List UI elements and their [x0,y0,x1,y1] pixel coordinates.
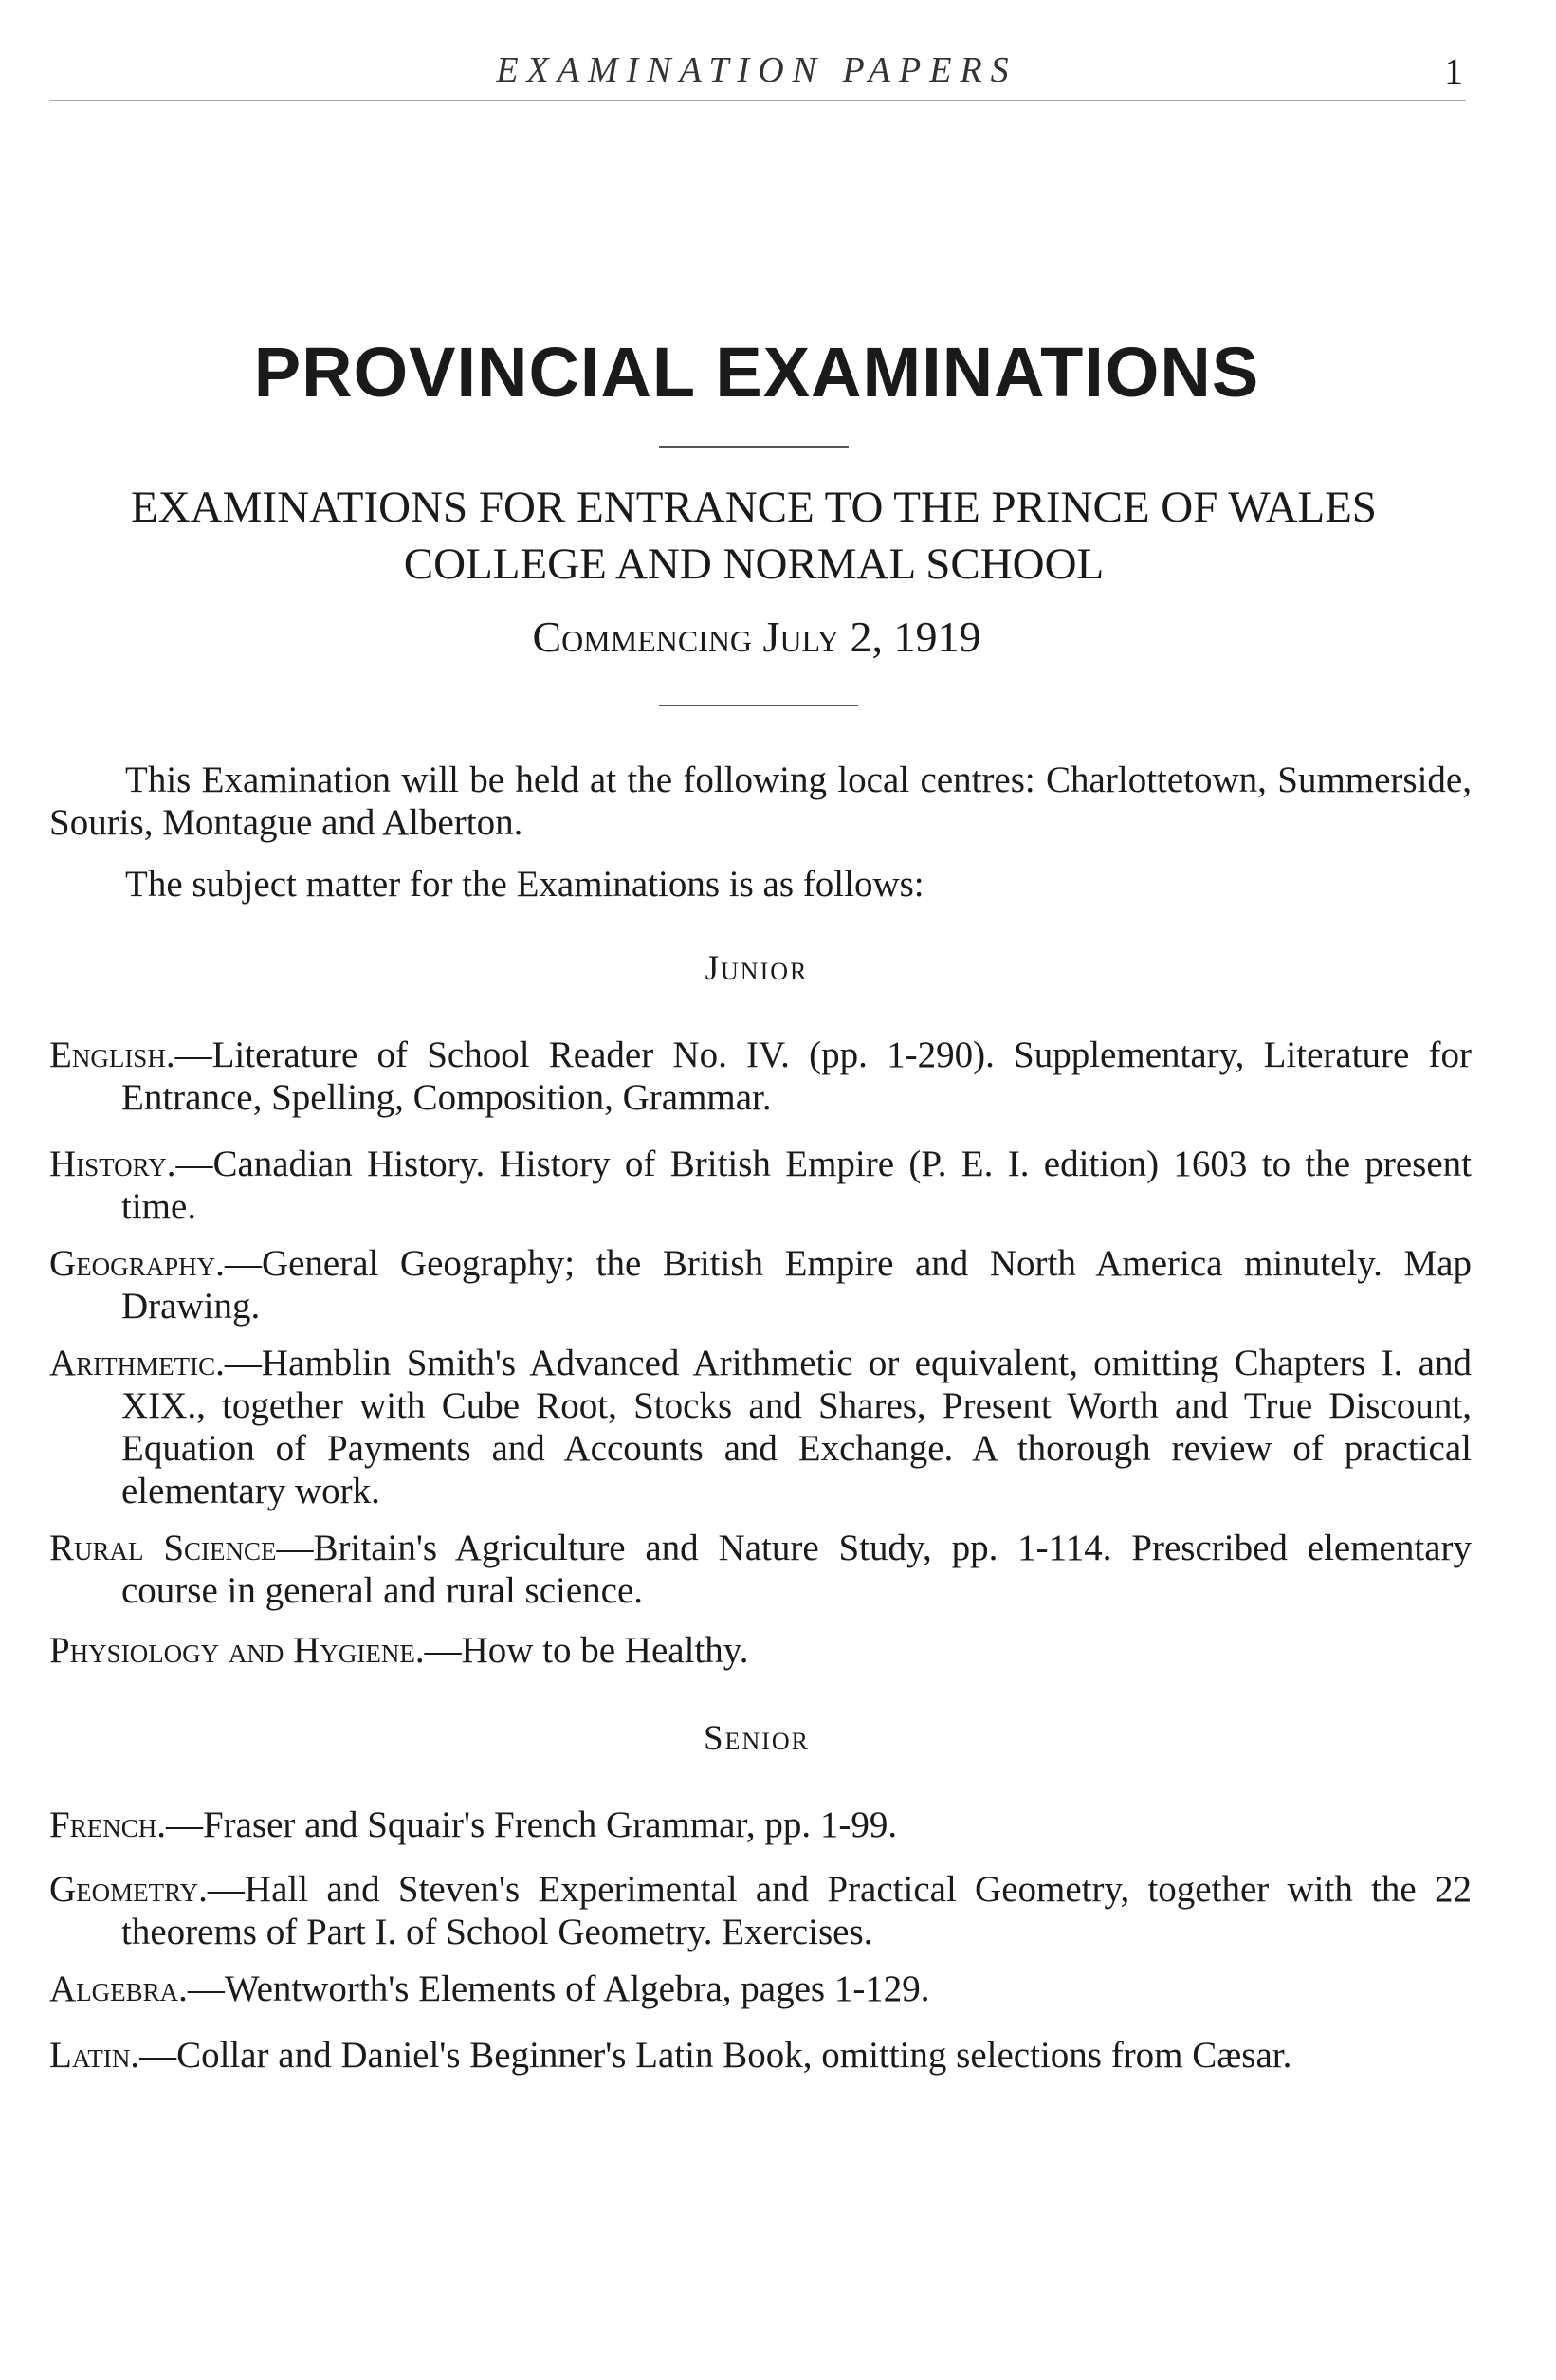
section-heading-senior: Senior [703,1719,810,1758]
subject-text: —Collar and Daniel's Beginner's Latin Book, omitting selections from Cæsar. [139,2035,1292,2076]
subject-physiology [49,1629,1472,1672]
divider-rule [659,705,858,706]
date-label: Commencing July [532,613,840,661]
subject-text: —How to be Healthy. [424,1630,749,1671]
subject-name: Physiology and Hygiene. [49,1630,425,1671]
subject-arithmetic [49,1342,1472,1512]
running-header [0,49,1556,97]
subject-text: —Hamblin Smith's Advanced Arithmetic or equivalent, omitting Chapters I. and XIX., together with Cube Root, Stocks and Shares, Present Worth and True Discount, Equation of Payments and Accounts and Exchange. A thorough review of practical elementary work. [121,1343,1472,1511]
subject-name: Arithmetic. [49,1343,225,1383]
subject-name: French. [49,1804,166,1845]
subject-english [49,1034,1472,1119]
subject-text: —Canadian History. History of British Empire (P. E. I. edition) 1603 to the present time. [121,1144,1472,1227]
subject-text: —General Geography; the British Empire and North America minutely. Map Drawing. [121,1243,1472,1327]
subject-name: Latin. [49,2035,140,2076]
subject-algebra [49,1968,1472,2010]
running-title: EXAMINATION PAPERS [496,50,1017,90]
subject-name: English. [49,1034,175,1075]
subject-text: —Wentworth's Elements of Algebra, pages 1-129. [187,1968,930,2009]
subject-name: Geometry. [49,1869,208,1910]
page-title: PROVINCIAL EXAMINATIONS [253,333,1260,412]
subject-history [49,1143,1472,1228]
subtitle: EXAMINATIONS FOR ENTRANCE TO THE PRINCE OF WALES COLLEGE AND NORMAL SCHOOL [131,483,1377,589]
subject-name: Geography. [49,1243,225,1284]
subject-geography [49,1242,1472,1327]
subject-text: —Literature of School Reader No. IV. (pp. 1-290). Supplementary, Literature for Entrance, Spelling, Composition, Grammar. [121,1034,1472,1118]
page-number: 1 [1444,50,1463,93]
subject-name: Algebra. [49,1968,188,2009]
subject-french [49,1803,1472,1846]
subject-text: —Britain's Agriculture and Nature Study, pp. 1-114. Prescribed elementary course in general and rural science. [121,1528,1472,1611]
subject-text: —Hall and Steven's Experimental and Practical Geometry, together with the 22 theorems of Part I. of School Geometry. Exercises. [121,1869,1472,1952]
section-heading-junior: Junior [705,949,809,988]
subject-rural-science [49,1527,1472,1612]
subject-name: Rural Science [49,1528,277,1568]
subject-geometry [49,1868,1472,1953]
subject-text: —Fraser and Squair's French Grammar, pp. 1-99. [165,1804,898,1845]
header-rule [49,100,1466,101]
intro-paragraph: The subject matter for the Examinations is as follows: [125,864,924,905]
date-value: 2, 1919 [850,613,981,661]
subject-name: History. [49,1144,176,1184]
divider-rule [659,446,849,448]
subject-latin [49,2034,1472,2077]
date-line [0,612,1513,662]
intro-paragraph: This Examination will be held at the following local centres: Charlottetown, Summerside, Souris, Montague and Alberton. [49,760,1472,843]
